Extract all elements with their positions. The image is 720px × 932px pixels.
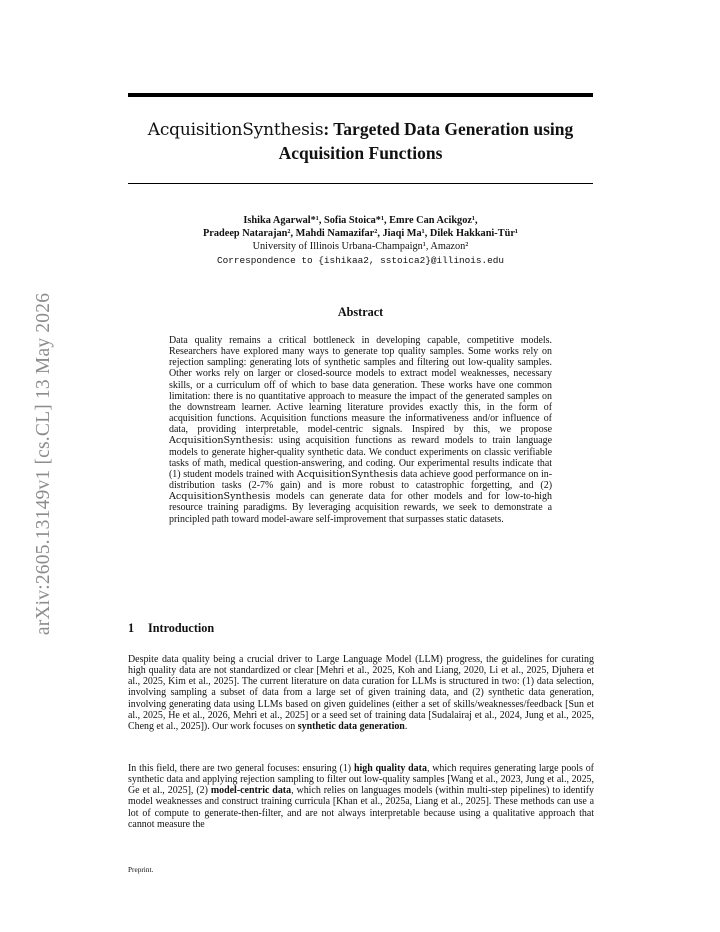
affiliation-line: University of Illinois Urbana-Champaign¹, Amazon²: [252, 241, 469, 253]
abstract-text-2: : using acquisition functions as reward models to train language models to generate higher-quality synthetic data. We conduct experiments on classic verifiable tasks of math, medical question-answering, and coding. Our experimental results indicate that (1) student models trained with: [169, 435, 552, 480]
intro-p1-bold: synthetic data generation: [297, 720, 405, 732]
abstract-body: [169, 335, 552, 525]
abstract-text-3: data achieve good performance on in-distribution tasks (2-7% gain) and is more robust to catastrophic forgetting, and (2): [169, 468, 552, 492]
intro-p1-end: .: [404, 720, 408, 732]
intro-p2-bold-2: model-centric data: [210, 785, 292, 797]
abstract-text-1: Data quality remains a critical bottleneck in developing capable, competitive models. Researchers have explored many ways to generate top quality samples. Some works rely on rejection sampling: generating lots of synthetic samples and filtering out low-quality samples. Other works rely on larger or closed-source models to extract model weaknesses, necessary skills, or a curriculum off of which to base data generation. These works have one common limitation: there is no quantitative approach to measure the impact of the generated samples on the downstream learner. Active learning literature provides exactly this, in the form of acquisition functions. Acquisition functions measure the informativeness and/or influence of data, providing interpretable, model-centric signals. Inspired by this, we propose: [169, 335, 552, 436]
abstract-heading: Abstract: [337, 305, 384, 319]
section-heading-introduction: [128, 621, 214, 636]
title-text: : Targeted Data Generation using Acquisition Functions: [278, 119, 574, 163]
intro-p2-text-a: In this field, there are two general focuses: ensuring (1): [128, 763, 354, 774]
intro-p2-text-c: , which relies on languages models (within multi-step pipelines) to identify model weaknesses and construct training curricula [Khan et al., 2025a, Liang et al., 2025]. These methods can use a lot of compute to generate-then-filter, and are not always interpretable because using a qualitative approach that cannot measure the: [128, 785, 595, 830]
author-line-1: Ishika Agarwal*¹, Sofia Stoica*¹, Emre Can Acikgoz¹,: [243, 215, 478, 226]
abstract-text-4: models can generate data for other models and for low-to-high resource training paradigms. By leveraging acquisition rewards, we seek to demonstrate a principled path toward model-aware self-improvement that surpasses static datasets.: [169, 491, 552, 525]
intro-p2-text-b: , which requires generating large pools of synthetic data and applying rejection sampling to filter out low-quality samples [Wang et al., 2023, Jung et al., 2025, Ge et al., 2025], (2): [128, 763, 594, 797]
intro-paragraph-1: [128, 654, 594, 732]
abstract-system-name-2: AcquisitionSynthesis: [296, 468, 398, 480]
section-title: Introduction: [148, 621, 215, 635]
section-number: 1: [128, 621, 135, 635]
correspondence-line: Correspondence to {ishikaa2, sstoica2}@illinois.edu: [217, 254, 504, 266]
author-block: [120, 214, 601, 267]
intro-p2-bold-1: high quality data: [353, 763, 427, 774]
arxiv-identifier-stamp: arXiv:2605.13149v1 [cs.CL] 13 May 2026: [33, 292, 54, 636]
preprint-footer: Preprint.: [128, 865, 154, 874]
title-top-rule: [128, 93, 593, 97]
abstract-system-name-3: AcquisitionSynthesis: [169, 491, 271, 503]
abstract-system-name-1: AcquisitionSynthesis: [169, 435, 271, 447]
title-bottom-rule: [128, 183, 593, 184]
paper-title: [120, 118, 601, 165]
intro-paragraph-2: [128, 763, 594, 830]
title-system-name: AcquisitionSynthesis: [147, 120, 324, 140]
intro-p1-text: Despite data quality being a crucial driver to Large Language Model (LLM) progress, the guidelines for curating high quality data are not standardized or clear [Mehri et al., 2025, Koh and Liang, 2020, Li et al., 2025, Djuhera et al., 2025, Kim et al., 2025]. The current literature on data curation for LLMs is structured in two: (1) data selection, involving sampling a subset of data from a large set of given training data, and (2) synthetic data generation, involving generating data using LLMs based on given guidelines (either a set of skills/weaknesses/feedback [Sun et al., 2025, He et al., 2026, Mehri et al., 2025] or a seed set of training data [Sudalairaj et al., 2024, Jung et al., 2025, Cheng et al., 2025]). Our work focuses on: [128, 654, 594, 732]
author-line-2: Pradeep Natarajan², Mahdi Namazifar², Jiaqi Ma¹, Dilek Hakkani-Tür¹: [203, 228, 518, 240]
